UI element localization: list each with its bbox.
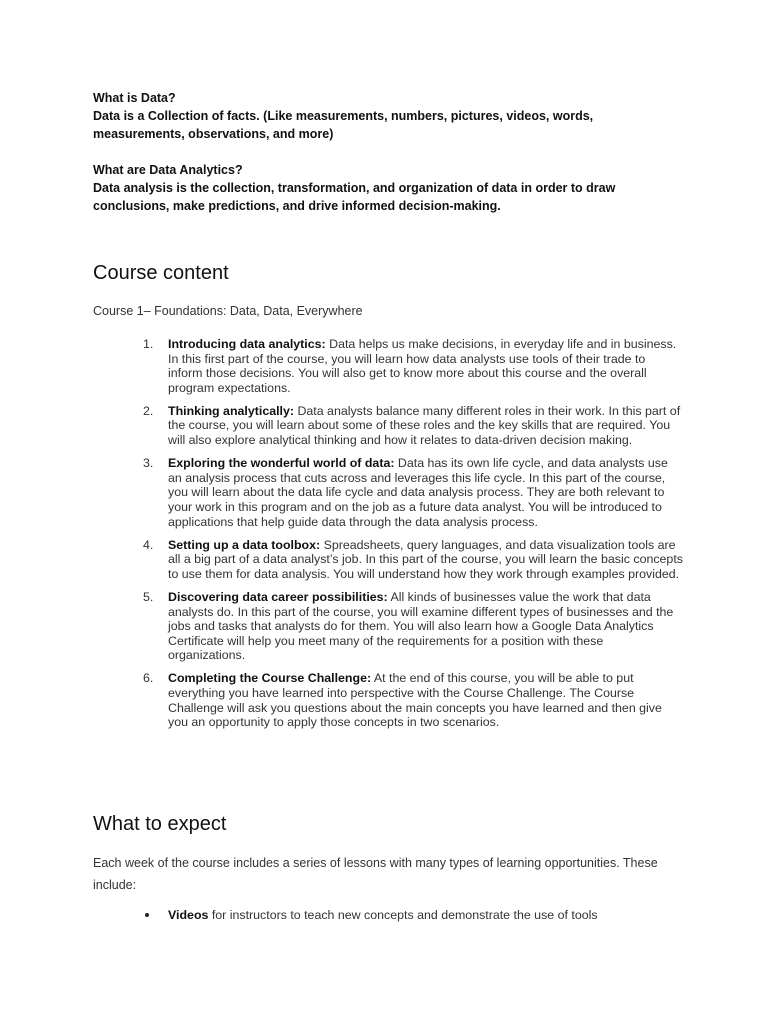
list-item-text: Data helps us make decisions, in everyday life and in business. In this first part of the course, you will learn how data analysts use tools of their trade to inform those decisions. You will also get to know more about this course and the overall program expectations. bbox=[168, 337, 677, 395]
list-item-title: Discovering data career possibilities: bbox=[168, 589, 388, 604]
list-item-text: At the end of this course, you will be able to put everything you have learned into perspective with the Course Challenge. The Course Challenge will ask you questions about the main concepts you have learned and then give you an opportunity to apply those concepts in two scenarios. bbox=[168, 671, 662, 730]
list-item bbox=[143, 404, 683, 448]
list-item-title: Setting up a data toolbox: bbox=[168, 537, 321, 552]
bullet-icon bbox=[145, 913, 149, 917]
list-number: 4. bbox=[143, 537, 154, 552]
list-item-title: Exploring the wonderful world of data: bbox=[168, 456, 395, 471]
list-item-text: Data analysts balance many different roles in their work. In this part of the course, you will learn about some of these roles and the key skills that are required. You will also explore analytical thinking and how it relates to data-driven decision making. bbox=[168, 403, 681, 448]
list-item-title: Thinking analytically: bbox=[168, 403, 294, 418]
list-item bbox=[143, 456, 683, 529]
course-subtitle: Course 1– Foundations: Data, Data, Everywhere bbox=[93, 304, 363, 318]
learning-opportunities-list bbox=[143, 907, 683, 923]
question-what-is-data: What is Data? bbox=[93, 91, 176, 105]
list-number: 3. bbox=[143, 456, 154, 471]
list-item bbox=[143, 590, 683, 663]
course-content-heading: Course content bbox=[93, 262, 229, 284]
spacer bbox=[93, 143, 683, 161]
list-item-title: Introducing data analytics: bbox=[168, 337, 326, 351]
list-item bbox=[143, 671, 683, 729]
list-number: 2. bbox=[143, 403, 154, 418]
course-modules-list bbox=[143, 337, 683, 738]
list-number: 6. bbox=[143, 671, 154, 686]
list-item bbox=[143, 337, 683, 395]
list-number: 1. bbox=[143, 337, 154, 351]
what-to-expect-heading: What to expect bbox=[93, 813, 227, 835]
list-item-text: Spreadsheets, query languages, and data visualization tools are all a big part of a data analyst’s job. In this part of the course, you will learn the basic concepts to use them for data analysis. You will understand how they work through examples provided. bbox=[168, 537, 683, 581]
list-item bbox=[143, 538, 683, 582]
answer-what-is-data: Data is a Collection of facts. (Like measurements, numbers, pictures, videos, words, measurements, observations, and more) bbox=[93, 109, 594, 141]
list-item-text: Data has its own life cycle, and data analysts use an analysis process that cuts across and leverages this life cycle. In this part of the course, you will learn about the data life cycle and data analysis process. They are both relevant to your work in this program and on the job as a future data analyst. You will be introduced to applications that help guide data through the data analysis process. bbox=[168, 456, 668, 529]
list-number: 5. bbox=[143, 589, 154, 604]
what-to-expect-text: Each week of the course includes a series of lessons with many types of learning opportunities. These include: bbox=[93, 856, 658, 892]
list-item-title: Completing the Course Challenge: bbox=[168, 671, 372, 686]
intro-section bbox=[93, 89, 683, 215]
list-item-text: for instructors to teach new concepts and demonstrate the use of tools bbox=[208, 908, 598, 922]
list-item-title: Videos bbox=[168, 908, 209, 922]
list-item-text: All kinds of businesses value the work that data analysts do. In this part of the course, you will examine different types of businesses and the jobs and tasks that analysts do for them. You will also learn how a Google Data Analytics Certificate will help you meet many of the requirements for a position with these organizations. bbox=[168, 589, 674, 663]
answer-what-are-data-analytics: Data analysis is the collection, transformation, and organization of data in order to draw conclusions, make predictions, and drive informed decision-making. bbox=[93, 181, 616, 213]
list-item bbox=[143, 907, 683, 923]
question-what-are-data-analytics: What are Data Analytics? bbox=[93, 163, 243, 177]
